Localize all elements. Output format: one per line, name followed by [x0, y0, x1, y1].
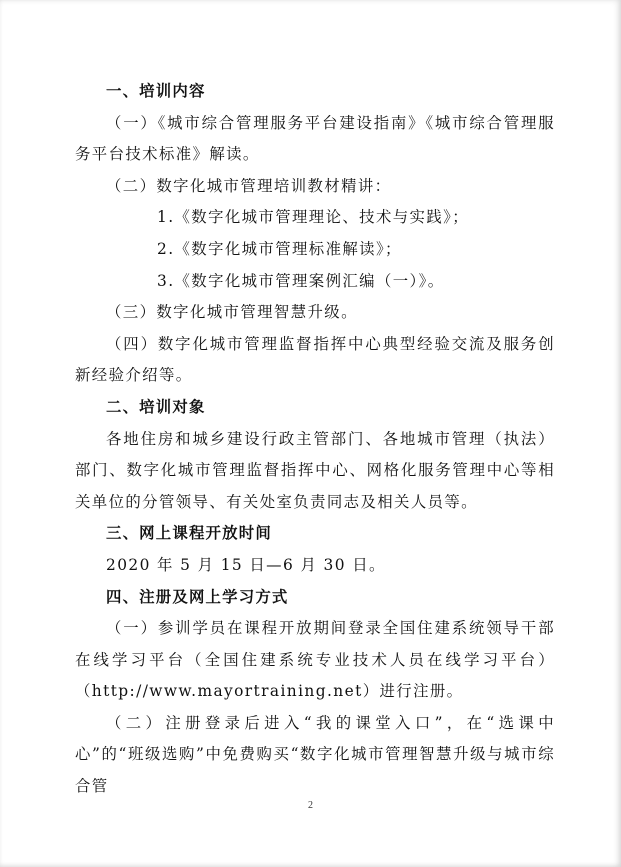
- list-item-textbook-3: 3.《数字化城市管理案例汇编（一）》。: [157, 271, 445, 290]
- section-heading-course-open-time: 三、网上课程开放时间: [106, 524, 272, 543]
- paragraph-registration-platform: （一）参训学员在课程开放期间登录全国住建系统领导干部在线学习平台（全国住建系统专业技术人员在线学习平台）（http://www.mayortraining.net）进行注册。: [75, 619, 555, 701]
- section-heading-registration: 四、注册及网上学习方式: [106, 587, 289, 606]
- paragraph-course-purchase: （二）注册登录后进入“我的课堂入口”，在“选课中心”的“班级选购”中免费购买“数字化城市管理智慧升级与城市综合管: [75, 713, 555, 796]
- paragraph-course-dates: 2020 年 5 月 15 日—6 月 30 日。: [106, 555, 386, 574]
- document-body: [75, 76, 555, 803]
- list-item-textbook-2: 2.《数字化城市管理标准解读》；: [157, 239, 402, 258]
- section-heading-training-target: 二、培训对象: [106, 397, 206, 416]
- page-number: 2: [308, 800, 313, 811]
- paragraph-target-audience: 各地住房和城乡建设行政主管部门、各地城市管理（执法）部门、数字化城市管理监督指挥中心、网格化服务管理中心等相关单位的分管领导、有关处室负责同志及相关人员等。: [75, 429, 555, 511]
- paragraph-guide-interpretation: （一）《城市综合管理服务平台建设指南》《城市综合管理服务平台技术标准》解读。: [75, 113, 555, 164]
- paragraph-experience-exchange: （四）数字化城市管理监督指挥中心典型经验交流及服务创新经验介绍等。: [75, 334, 555, 385]
- section-heading-training-content: 一、培训内容: [106, 82, 206, 100]
- paragraph-textbook-lecture: （二）数字化城市管理培训教材精讲：: [106, 176, 392, 195]
- paragraph-smart-upgrade: （三）数字化城市管理智慧升级。: [106, 303, 358, 322]
- list-item-textbook-1: 1.《数字化城市管理理论、技术与实践》；: [157, 208, 470, 227]
